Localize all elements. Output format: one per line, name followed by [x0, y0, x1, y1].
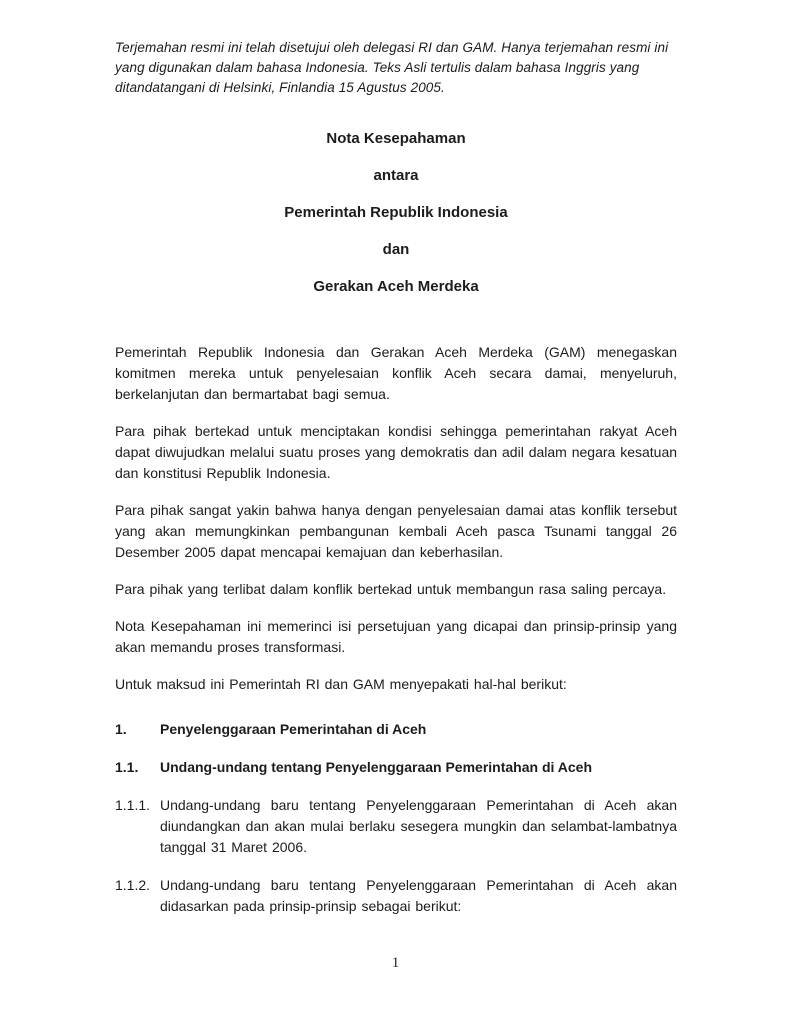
- title-party-government: Pemerintah Republik Indonesia: [284, 204, 508, 221]
- section-clause-text: Undang-undang baru tentang Penyelenggaraan Pemerintahan di Aceh akan didasarkan pada prinsip-prinsip sebagai berikut:: [160, 877, 677, 914]
- title-connector-antara: antara: [373, 167, 419, 184]
- title-party-gam: Gerakan Aceh Merdeka: [313, 278, 479, 295]
- body-paragraph: Para pihak yang terlibat dalam konflik bertekad untuk membangun rasa saling percaya.: [115, 581, 667, 597]
- section-clause-1-1-1: [115, 795, 677, 858]
- section-number: 1.1.2.: [115, 877, 151, 893]
- section-number: 1.1.: [115, 759, 139, 775]
- section-heading-1-1: [115, 757, 677, 778]
- body-paragraph: Pemerintah Republik Indonesia dan Gerakan Aceh Merdeka (GAM) menegaskan komitmen mereka untuk penyelesaian konflik Aceh secara damai, menyeluruh, berkelanjutan dan bermartabat bagi semua.: [115, 344, 677, 402]
- sections-block: [115, 719, 677, 917]
- body-paragraph: Nota Kesepahaman ini memerinci isi persetujuan yang dicapai dan prinsip-prinsip yang akan memandu proses transformasi.: [115, 618, 677, 655]
- body-paragraph: Para pihak sangat yakin bahwa hanya dengan penyelesaian damai atas konflik tersebut yang akan memungkinkan pembangunan kembali Aceh pasca Tsunami tanggal 26 Desember 2005 dapat mencapai kemajuan dan keberhasilan.: [115, 502, 677, 560]
- document-title: Nota Kesepahaman: [326, 130, 466, 147]
- body-paragraph: Para pihak bertekad untuk menciptakan kondisi sehingga pemerintahan rakyat Aceh dapat diwujudkan melalui suatu proses yang demokratis dan adil dalam negara kesatuan dan konstitusi Republik Indonesia.: [115, 423, 678, 481]
- section-number: 1.1.1.: [115, 797, 151, 813]
- page-number: 1: [391, 955, 400, 971]
- section-clause-text: Undang-undang baru tentang Penyelenggaraan Pemerintahan di Aceh akan diundangkan dan akan mulai berlaku sesegera mungkin dan selambat-lambatnya tanggal 31 Maret 2006.: [160, 797, 677, 855]
- section-heading-text: Penyelenggaraan Pemerintahan di Aceh: [160, 721, 427, 737]
- translation-note: Terjemahan resmi ini telah disetujui oleh delegasi RI dan GAM. Hanya terjemahan resmi ini yang digunakan dalam bahasa Indonesia. Teks Asli tertulis dalam bahasa Inggris yang ditandatangani di Helsinki, Finlandia 15 Agustus 2005.: [115, 40, 669, 95]
- body-paragraph: Untuk maksud ini Pemerintah RI dan GAM menyepakati hal-hal berikut:: [115, 676, 567, 692]
- section-heading-1: [115, 719, 677, 740]
- section-heading-text: Undang-undang tentang Penyelenggaraan Pemerintahan di Aceh: [160, 759, 592, 775]
- page-footer: [0, 954, 791, 972]
- section-clause-1-1-2: [115, 875, 677, 917]
- title-block: [115, 130, 677, 295]
- body-block: [115, 342, 677, 695]
- section-number: 1.: [115, 721, 127, 737]
- title-connector-dan: dan: [382, 241, 410, 258]
